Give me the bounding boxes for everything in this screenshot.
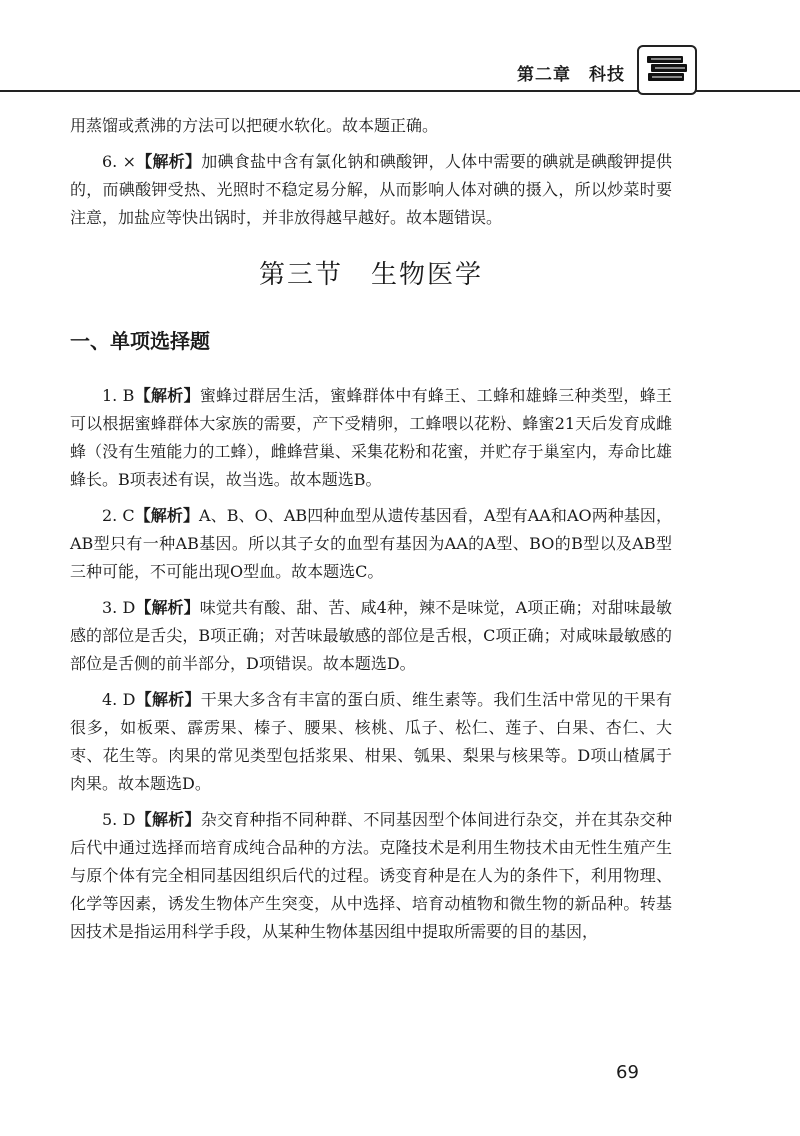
answer-text: A、B、O、AB四种血型从遗传基因看，A型有AA和AO两种基因，AB型只有一种AB基因。所以其子女的血型有基因为AA的A型、BO的B型以及AB型三种可能，不可能出现O型血。故本题选C。 [70,506,672,581]
answer-number: 4. D [102,690,136,709]
answer-number: 2. C [102,506,135,525]
answer-number: 6. × [102,152,136,171]
answer-text: 味觉共有酸、甜、苦、咸4种，辣不是味觉，A项正确；对甜味最敏感的部位是舌尖，B项正确；对苦味最敏感的部位是舌根，C项正确；对咸味最敏感的部位是舌侧的前半部分，D项错误。故本题选D。 [70,598,672,673]
analysis-tag: 【解析】 [135,810,201,829]
answer-item [70,502,672,586]
analysis-tag: 【解析】 [134,506,200,525]
paragraph-text: 用蒸馏或煮沸的方法可以把硬水软化。故本题正确。 [70,116,439,135]
paragraph [70,148,672,232]
answer-item [70,382,672,494]
analysis-tag: 【解析】 [136,152,202,171]
answer-text: 杂交育种指不同种群、不同基因型个体间进行杂交，并在其杂交种后代中通过选择而培育成纯合品种的方法。克隆技术是利用生物技术由无性生殖产生与原个体有完全相同基因组织后代的过程。诱变育种是在人为的条件下，利用物理、化学等因素，诱发生物体产生突变，从中选择、培育动植物和微生物的新品种。转基因技术是指运用科学手段，从某种生物体基因组中提取所需要的目的基因， [70,810,672,941]
answer-text: 干果大多含有丰富的蛋白质、维生素等。我们生活中常见的干果有很多，如板栗、霹雳果、榛子、腰果、核桃、瓜子、松仁、莲子、白果、杏仁、大枣、花生等。肉果的常见类型包括浆果、柑果、瓠果、梨果与核果等。D项山楂属于肉果。故本题选D。 [70,690,672,793]
page-content [70,112,672,954]
answer-item [70,686,672,798]
answer-number: 1. B [102,386,135,405]
analysis-tag: 【解析】 [135,690,201,709]
book-stack-icon [645,53,689,85]
paragraph [70,112,672,140]
answer-number: 3. D [102,598,136,617]
section-title: 第三节 生物医学 [258,260,483,290]
analysis-tag: 【解析】 [135,598,200,617]
paragraph-text: 加碘食盐中含有氯化钠和碘酸钾，人体中需要的碘就是碘酸钾提供的，而碘酸钾受热、光照时不稳定易分解，从而影响人体对碘的摄入，所以炒菜时要注意，加盐应等快出锅时，并非放得越早越好。故本题错误。 [70,152,672,227]
analysis-tag: 【解析】 [134,386,200,405]
answer-number: 5. D [102,810,136,829]
answer-item [70,594,672,678]
page-number: 69 [616,1062,639,1083]
book-badge [637,45,697,95]
answer-item [70,806,672,946]
chapter-title: 第二章 科技 [517,65,625,85]
page-header [0,0,800,100]
part-title: 一、单项选择题 [70,329,210,353]
answer-text: 蜜蜂过群居生活，蜜蜂群体中有蜂王、工蜂和雄蜂三种类型，蜂王可以根据蜜蜂群体大家族的需要，产下受精卵，工蜂喂以花粉、蜂蜜21天后发育成雌蜂（没有生殖能力的工蜂），雌蜂营巢、采集花粉和花蜜，并贮存于巢室内，寿命比雄蜂长。B项表述有误，故当选。故本题选B。 [70,386,672,489]
